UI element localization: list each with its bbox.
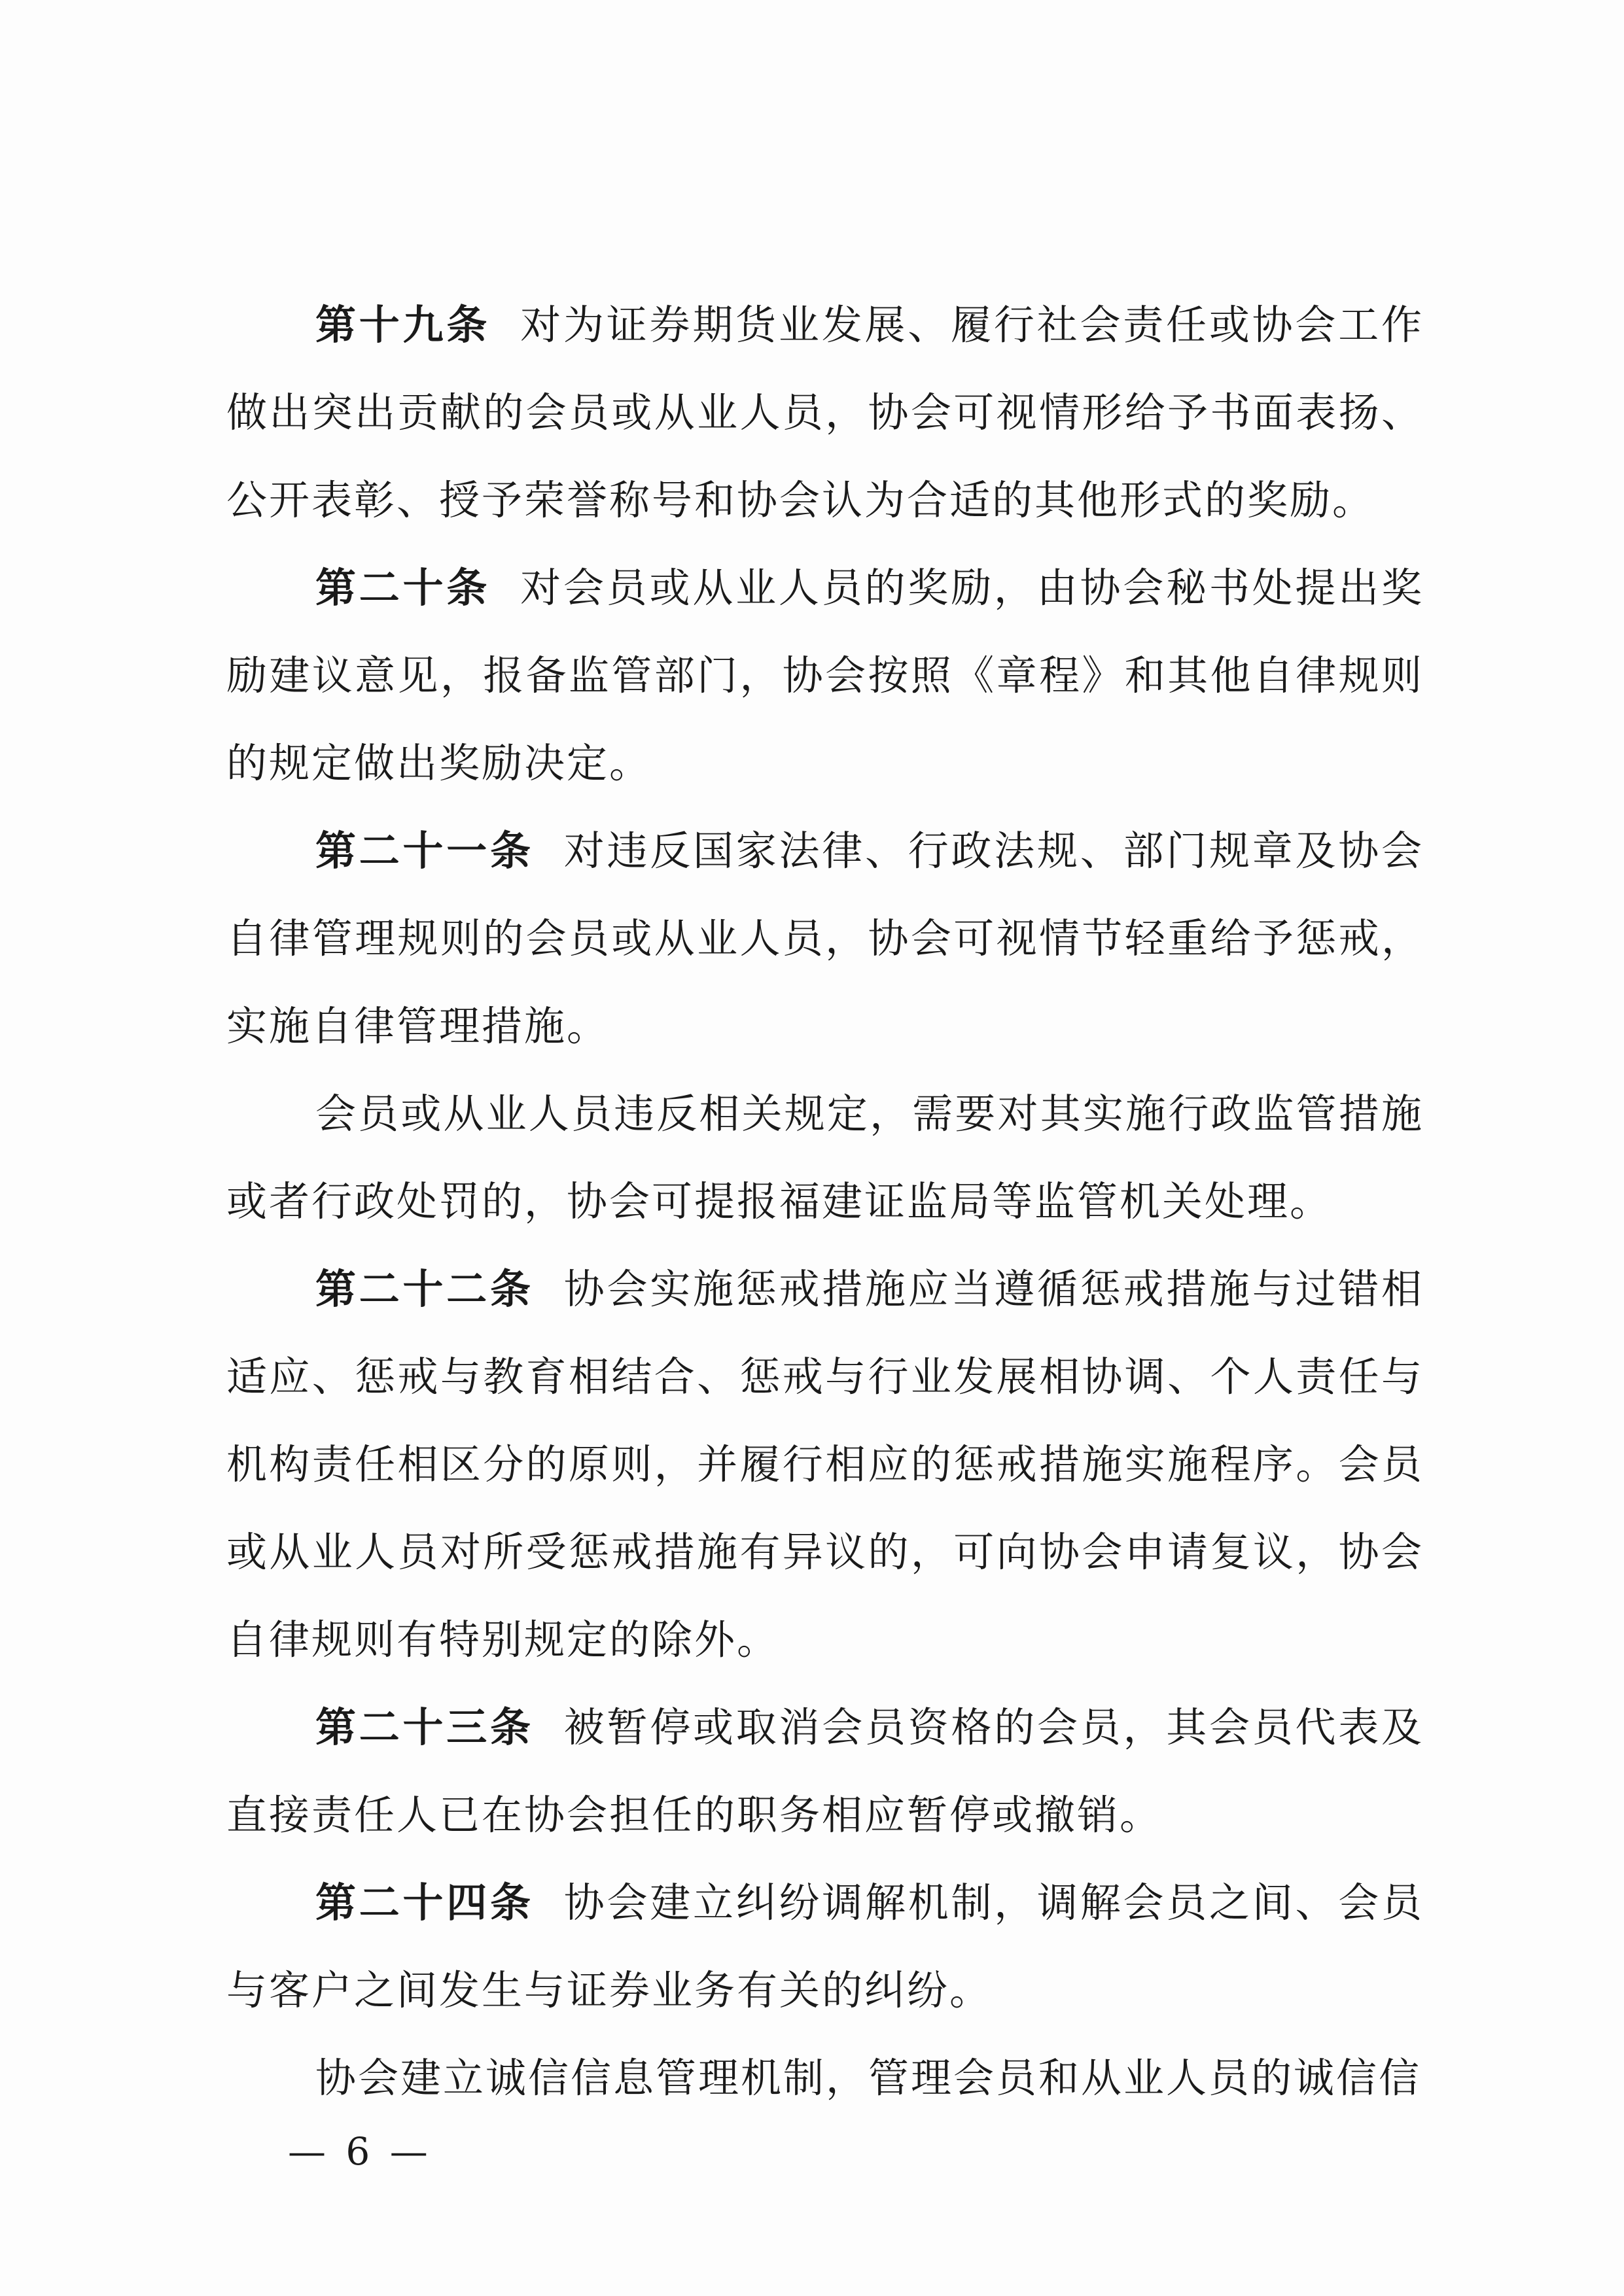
article-text: 对违反国家法律、行政法规、部门规章及协会自律管理规则的会员或从业人员，协会可视情节轻重给予惩戒，实施自律管理措施。 xyxy=(226,827,1424,1050)
article-23 xyxy=(226,1684,1424,1859)
article-24-paragraph-2 xyxy=(226,2034,1424,2122)
paragraph-text: 协会建立诚信信息管理机制，管理会员和从业人员的诚信信 xyxy=(315,2054,1422,2102)
page-number: — 6 — xyxy=(288,2129,432,2174)
article-title: 第二十四条 xyxy=(315,1879,534,1926)
article-20 xyxy=(226,544,1424,807)
article-text: 对为证券期货业发展、履行社会责任或协会工作做出突出贡献的会员或从业人员，协会可视情形给予书面表扬、公开表彰、授予荣誉称号和协会认为合适的其他形式的奖励。 xyxy=(226,301,1424,524)
article-text: 被暂停或取消会员资格的会员，其会员代表及直接责任人已在协会担任的职务相应暂停或撤销。 xyxy=(226,1703,1424,1839)
article-text: 协会实施惩戒措施应当遵循惩戒措施与过错相适应、惩戒与教育相结合、惩戒与行业发展相协调、个人责任与机构责任相区分的原则，并履行相应的惩戒措施实施程序。会员或从业人员对所受惩戒措施有异议的，可向协会申请复议，协会自律规则有特别规定的除外。 xyxy=(226,1265,1424,1663)
article-title: 第十九条 xyxy=(315,301,491,349)
article-24 xyxy=(226,1859,1424,2034)
article-21-paragraph-2 xyxy=(226,1070,1424,1245)
article-title: 第二十条 xyxy=(315,564,491,612)
article-text: 协会建立纠纷调解机制，调解会员之间、会员与客户之间发生与证券业务有关的纠纷。 xyxy=(226,1879,1424,2014)
article-21 xyxy=(226,807,1424,1070)
document-body xyxy=(226,281,1424,2122)
article-19 xyxy=(226,281,1424,544)
article-title: 第二十一条 xyxy=(315,827,534,875)
article-title: 第二十二条 xyxy=(315,1265,534,1313)
paragraph-text: 会员或从业人员违反相关规定，需要对其实施行政监管措施或者行政处罚的，协会可提报福建证监局等监管机关处理。 xyxy=(226,1090,1424,1225)
article-22 xyxy=(226,1245,1424,1684)
article-text: 对会员或从业人员的奖励，由协会秘书处提出奖励建议意见，报备监管部门，协会按照《章程》和其他自律规则的规定做出奖励决定。 xyxy=(226,564,1424,787)
article-title: 第二十三条 xyxy=(315,1703,534,1751)
